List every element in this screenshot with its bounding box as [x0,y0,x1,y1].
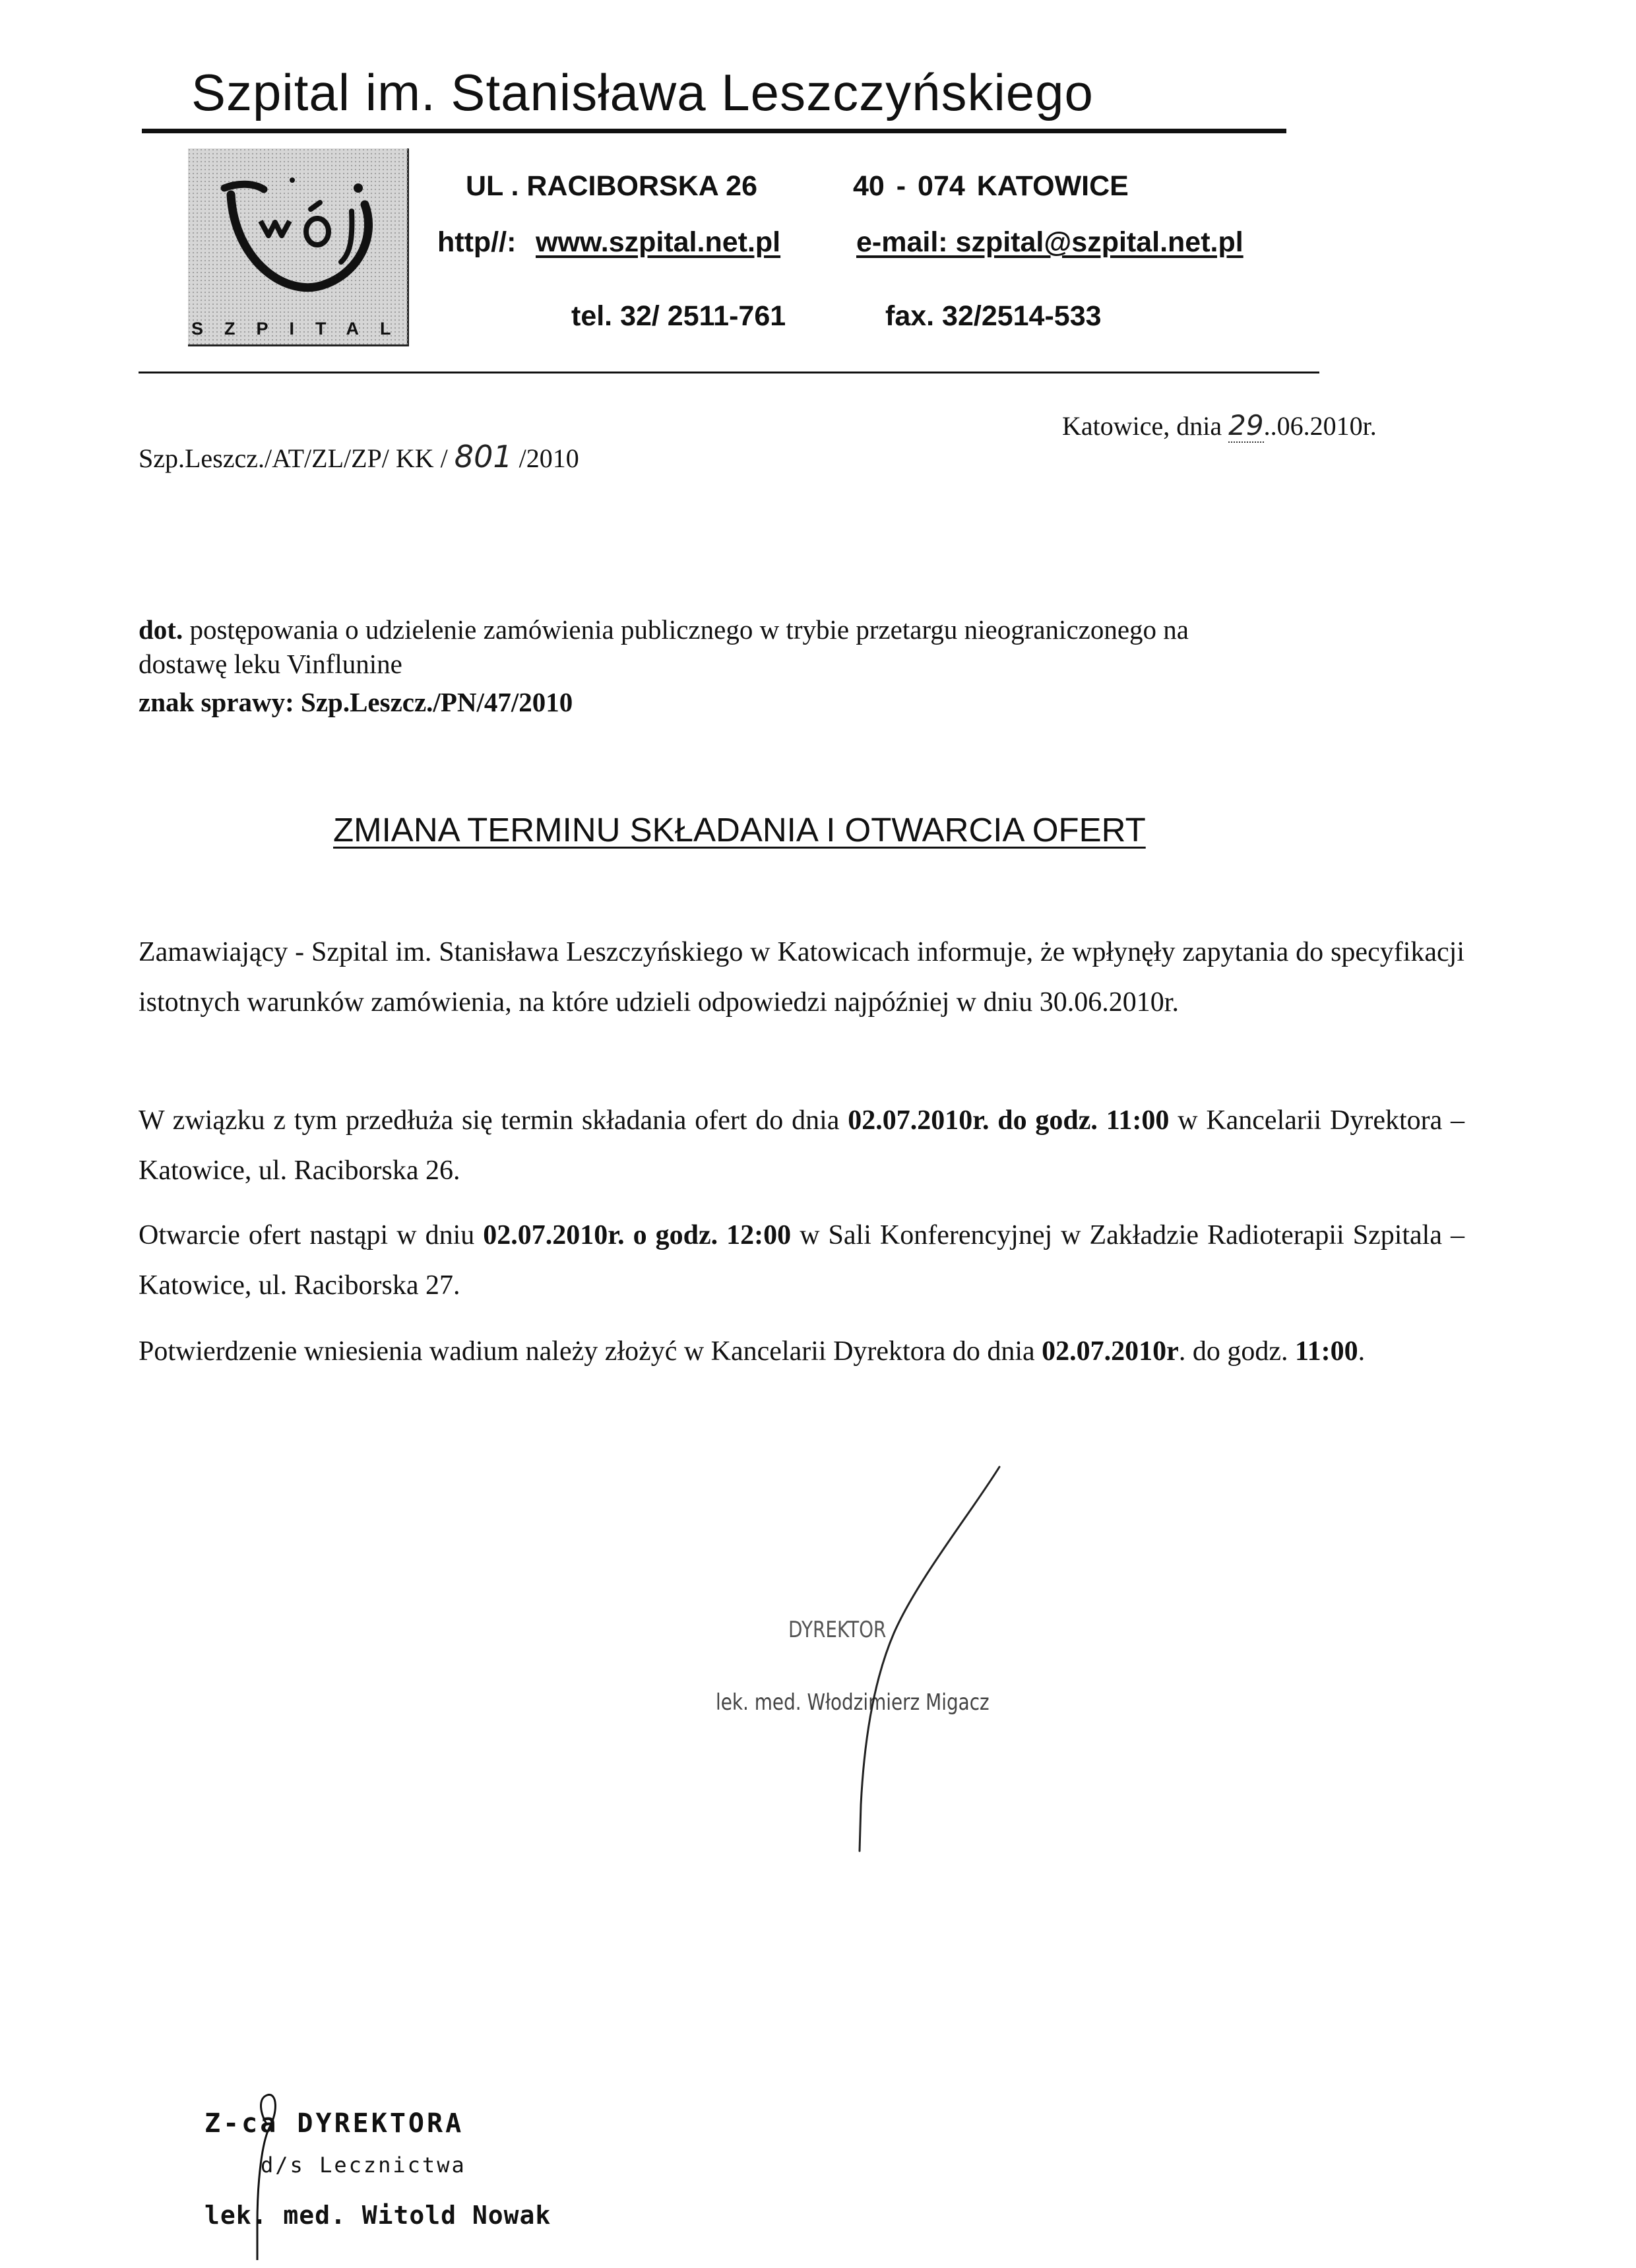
deposit-end: . [1358,1336,1366,1367]
date-suffix: ..06.2010r. [1263,411,1377,441]
notice-title: ZMIANA TERMINU SKŁADANIA I OTWARCIA OFERT [333,811,1146,849]
paragraph-deadline [139,1095,1464,1196]
email-link[interactable]: e-mail: szpital@szpital.net.pl [856,226,1243,258]
opening-place: w Sali Konferencyjnej w Zakładzie Radioterapii Szpitala – Katowice, ul. Raciborska 27. [139,1220,1465,1301]
deadline-text: W związku z tym przedłuża się termin składania ofert do dnia [139,1105,840,1136]
case-reference [139,686,573,718]
stamp-name: lek. med. Witold Nowak [204,2201,551,2230]
deadline-date: 02.07.2010r. [848,1105,990,1136]
case-label: znak sprawy: [139,687,294,717]
address-postal-city: 40 - 074 KATOWICE [853,170,1129,202]
opening-date: 02.07.2010r. [483,1220,625,1250]
hospital-logo [188,148,412,346]
reference-suffix: /2010 [519,443,579,473]
date-handwritten-day: 29 [1228,409,1264,441]
stamp-title: Z-ca DYREKTORA [204,2108,464,2139]
header-rule [142,129,1286,133]
signatory-name: lek. med. Włodzimierz Migacz [716,1689,990,1716]
paragraph-opening [139,1210,1464,1311]
deadline-place: w Kancelarii Dyrektora – Katowice, ul. Raciborska 26. [139,1105,1465,1186]
logo-smile-icon [188,148,412,346]
case-number: Szp.Leszcz./PN/47/2010 [301,687,573,717]
website-link[interactable]: www.szpital.net.pl [536,226,781,258]
http-label: http//: [437,226,517,258]
fax-number: fax. 32/2514-533 [885,300,1102,332]
signatory-title: DYREKTOR [788,1617,887,1643]
deposit-time: 11:00 [1294,1336,1358,1367]
deadline-time-label: do godz. [997,1105,1098,1136]
reference-number [139,439,579,474]
subject-line-2: dostawę leku Vinflunine [139,649,402,679]
reference-prefix: Szp.Leszcz./AT/ZL/ZP/ KK / [139,443,448,473]
logo-wordmark: SZPITAL [191,319,412,339]
letter-date [1062,409,1377,441]
opening-time: 12:00 [726,1220,792,1250]
subject-label: dot. [139,614,183,645]
paragraph-deposit [139,1326,1464,1377]
address-street: UL . RACIBORSKA 26 [466,170,758,202]
deadline-time: 11:00 [1106,1105,1170,1136]
director-signature [838,1462,1016,1858]
deposit-date: 02.07.2010r [1042,1336,1179,1367]
stamp-department: d/s Lecznictwa [261,2153,466,2178]
deposit-text: Potwierdzenie wniesienia wadium należy złożyć w Kancelarii Dyrektora do dnia [139,1336,1035,1367]
subject-text-1: postępowania o udzielenie zamówienia publicznego w trybie przetargu nieograniczonego na [189,614,1189,645]
hospital-name: Szpital im. Stanisława Leszczyńskiego [191,63,1094,121]
date-prefix: Katowice, dnia [1062,411,1222,441]
opening-time-label: o godz. [633,1220,718,1250]
subject-line-1 [139,614,1189,645]
opening-text: Otwarcie ofert nastąpi w dniu [139,1220,475,1250]
paragraph-inquiries: Zamawiający - Szpital im. Stanisława Leszczyńskiego w Katowicach informuje, że wpłynęły zapytania do specyfikacji istotnych warunków zamówienia, na które udzieli odpowiedzi najpóźniej w dniu 30.06.2010r. [139,937,1464,1018]
reference-handwritten-number: 801 [454,439,513,474]
stamp-signature [237,2092,290,2263]
phone-number: tel. 32/ 2511-761 [571,300,786,332]
contact-rule [139,372,1319,373]
deposit-time-label: . do godz. [1178,1336,1288,1367]
